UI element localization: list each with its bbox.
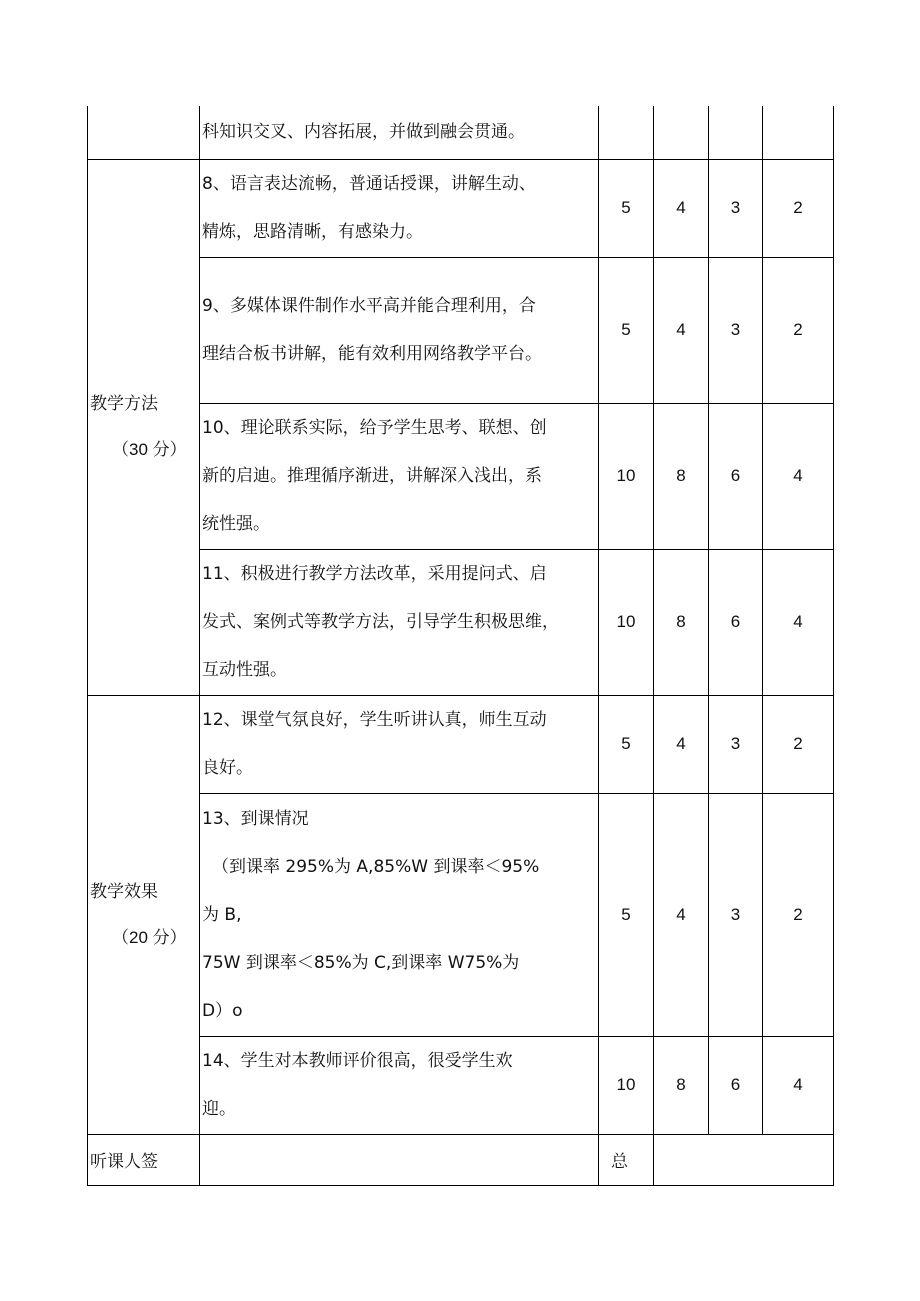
table-row: [88, 1036, 834, 1134]
score-d: 2: [763, 159, 834, 257]
score-a: 10: [599, 1036, 654, 1134]
criterion-line: 14、学生对本教师评价很高，很受学生欢: [202, 1051, 513, 1071]
category-teaching-method: [88, 159, 200, 695]
score-b: 4: [654, 695, 709, 793]
criterion-line: 发式、案例式等教学方法，引导学生积极思维，: [202, 612, 559, 632]
criterion-cell: [200, 793, 599, 1036]
table-row: [88, 257, 834, 403]
category-name: 教学方法: [90, 394, 158, 414]
score-a: 10: [599, 403, 654, 549]
score-a: 5: [599, 159, 654, 257]
criterion-line: 科知识交叉、内容拓展，并做到融会贯通。: [202, 122, 525, 143]
criterion-line: 9、多媒体课件制作水平高并能合理利用，合: [202, 296, 536, 316]
score-d: [763, 106, 834, 159]
criterion-line: （到课率 295%为 A,85%W 到课率＜95%: [212, 856, 540, 877]
score-c: 6: [709, 549, 763, 695]
signature-field[interactable]: [200, 1134, 599, 1185]
criterion-cell: [200, 403, 599, 549]
score-c: 3: [709, 695, 763, 793]
score-a: 5: [599, 793, 654, 1036]
category-points: （30 分）: [112, 440, 187, 459]
score-c: 6: [709, 1036, 763, 1134]
category-points: （20 分）: [112, 927, 187, 947]
total-field[interactable]: [654, 1134, 834, 1185]
criterion-cell: [200, 257, 599, 403]
criterion-line: 13、到课情况: [202, 808, 309, 829]
score-d: 4: [763, 403, 834, 549]
score-c: 3: [709, 793, 763, 1036]
score-b: 8: [654, 1036, 709, 1134]
criterion-line: 75W 到课率＜85%为 C,到课率 W75%为: [202, 952, 520, 973]
category-name: 教学效果: [90, 881, 158, 902]
score-d: 2: [763, 695, 834, 793]
signature-label: 听课人签: [88, 1134, 200, 1185]
criterion-cell: [200, 106, 599, 159]
category-teaching-effect: [88, 695, 200, 1134]
criterion-line: 统性强。: [202, 514, 270, 534]
criterion-cell: [200, 159, 599, 257]
criterion-cell: [200, 1036, 599, 1134]
score-d: 4: [763, 549, 834, 695]
criterion-line: D）o: [202, 1000, 243, 1021]
criterion-line: 11、积极进行教学方法改革，采用提问式、启: [202, 564, 547, 584]
evaluation-table: [87, 106, 834, 1186]
criterion-line: 理结合板书讲解，能有效利用网络教学平台。: [202, 344, 542, 364]
criterion-line: 8、语言表达流畅，普通话授课，讲解生动、: [202, 174, 536, 194]
score-c: 3: [709, 257, 763, 403]
table-row: [88, 403, 834, 549]
category-cell-empty: [88, 106, 200, 159]
score-a: [599, 106, 654, 159]
score-b: 4: [654, 257, 709, 403]
score-b: 4: [654, 793, 709, 1036]
score-b: 4: [654, 159, 709, 257]
criterion-line: 为 B,: [202, 904, 242, 925]
score-a: 10: [599, 549, 654, 695]
footer-row: [88, 1134, 834, 1185]
table-row: [88, 793, 834, 1036]
score-d: 4: [763, 1036, 834, 1134]
criterion-cell: [200, 695, 599, 793]
score-c: 3: [709, 159, 763, 257]
table-row: [88, 695, 834, 793]
criterion-line: 12、课堂气氛良好，学生听讲认真，师生互动: [202, 710, 547, 730]
score-a: 5: [599, 695, 654, 793]
criterion-line: 10、理论联系实际，给予学生思考、联想、创: [202, 418, 547, 438]
total-label: 总: [599, 1134, 654, 1185]
criterion-line: 良好。: [202, 758, 253, 778]
score-b: 8: [654, 403, 709, 549]
criterion-line: 新的启迪。推理循序渐进，讲解深入浅出，系: [202, 466, 542, 486]
table-row: [88, 106, 834, 159]
table-row: [88, 549, 834, 695]
criterion-line: 迎。: [202, 1099, 236, 1119]
score-d: 2: [763, 793, 834, 1036]
score-a: 5: [599, 257, 654, 403]
score-c: [709, 106, 763, 159]
score-b: [654, 106, 709, 159]
score-d: 2: [763, 257, 834, 403]
criterion-line: 互动性强。: [202, 660, 287, 680]
score-c: 6: [709, 403, 763, 549]
table-row: [88, 159, 834, 257]
score-b: 8: [654, 549, 709, 695]
criterion-line: 精炼，思路清晰，有感染力。: [202, 222, 423, 242]
criterion-cell: [200, 549, 599, 695]
